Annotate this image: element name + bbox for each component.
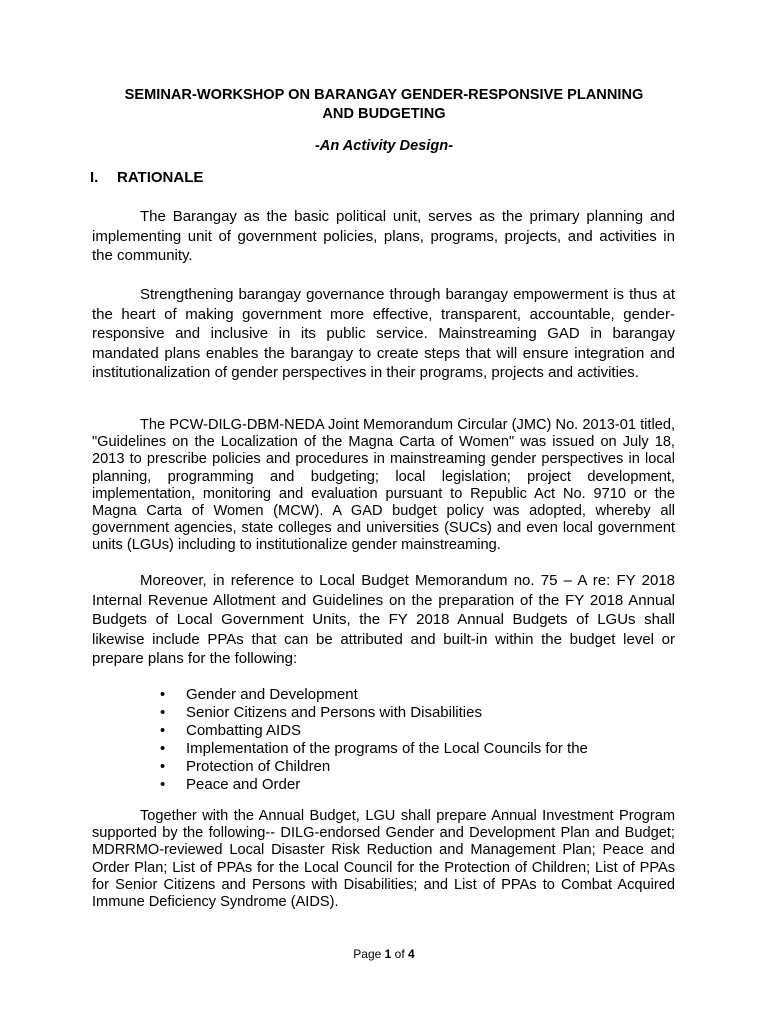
title-line-2: AND BUDGETING [322, 106, 446, 122]
page-footer [0, 946, 768, 962]
section-title: RATIONALE [117, 169, 204, 186]
list-item: • Protection of Children [160, 758, 588, 776]
paragraph-text: Moreover, in reference to Local Budget Memorandum no. 75 – A re: FY 2018 Internal Revenue Allotment and Guidelines on the preparation of the FY 2018 Annual Budgets of Local Government Units, the FY 2018 Annual Budgets of LGUs shall likewise include PPAs that can be attributed and built-in within the budget level or prepare plans for the following: [92, 572, 675, 667]
list-item: • Senior Citizens and Persons with Disabilities [160, 704, 588, 722]
title-line-1: SEMINAR-WORKSHOP ON BARANGAY GENDER-RESPONSIVE PLANNING [124, 87, 644, 103]
list-item: • Peace and Order [160, 776, 588, 794]
paragraph-text: Strengthening barangay governance through barangay empowerment is thus at the heart of making government more effective, transparent, accountable, gender-responsive and inclusive in its public service. Mainstreaming GAD in barangay mandated plans enables the barangay to create steps that will ensure integration and institutionalization of gender perspectives in their programs, projects and activities. [92, 286, 675, 381]
document-title [90, 86, 678, 124]
list-item: • Combatting AIDS [160, 722, 588, 740]
paragraph-4 [92, 571, 675, 669]
paragraph-3 [92, 417, 675, 555]
total-pages-number: 4 [408, 947, 415, 961]
section-heading [90, 168, 203, 188]
current-page-number: 1 [384, 947, 392, 961]
document-subtitle: -An Activity Design- [314, 138, 454, 154]
list-item: • Implementation of the programs of the Local Councils for the [160, 740, 588, 758]
paragraph-text: Together with the Annual Budget, LGU shall prepare Annual Investment Program supported by the following-- DILG-endorsed Gender and Development Plan and Budget; MDRRMO-reviewed Local Disaster Risk Reduction and Management Plan; Peace and Order Plan; List of PPAs for the Local Council for the Protection of Children; List of PPAs for Senior Citizens and Persons with Disabilities; and List of PPAs to Combat Acquired Immune Deficiency Syndrome (AIDS). [92, 808, 675, 911]
paragraph-2 [92, 285, 675, 383]
paragraph-text: The PCW-DILG-DBM-NEDA Joint Memorandum Circular (JMC) No. 2013-01 titled, "Guidelines on the Localization of the Magna Carta of Women" was issued on July 18, 2013 to prescribe policies and procedures in mainstreaming gender perspectives in local planning, programming and budgeting; local legislation; project development, implementation, monitoring and evaluation pursuant to Republic Act No. 9710 or the Magna Carta of Women (MCW). A GAD budget policy was adopted, whereby all government agencies, state colleges and universities (SUCs) and even local government units (LGUs) including to institutionalize gender mainstreaming. [92, 417, 675, 554]
of-word: of [394, 947, 405, 961]
paragraph-text: The Barangay as the basic political unit, serves as the primary planning and implementing unit of government policies, plans, programs, projects, and activities in the community. [92, 208, 675, 264]
list-item: • Gender and Development [160, 686, 588, 704]
section-number: I. [90, 169, 99, 186]
bullet-list [160, 686, 588, 794]
paragraph-1 [92, 207, 675, 266]
page-word: Page [353, 947, 382, 961]
paragraph-5 [92, 808, 675, 911]
